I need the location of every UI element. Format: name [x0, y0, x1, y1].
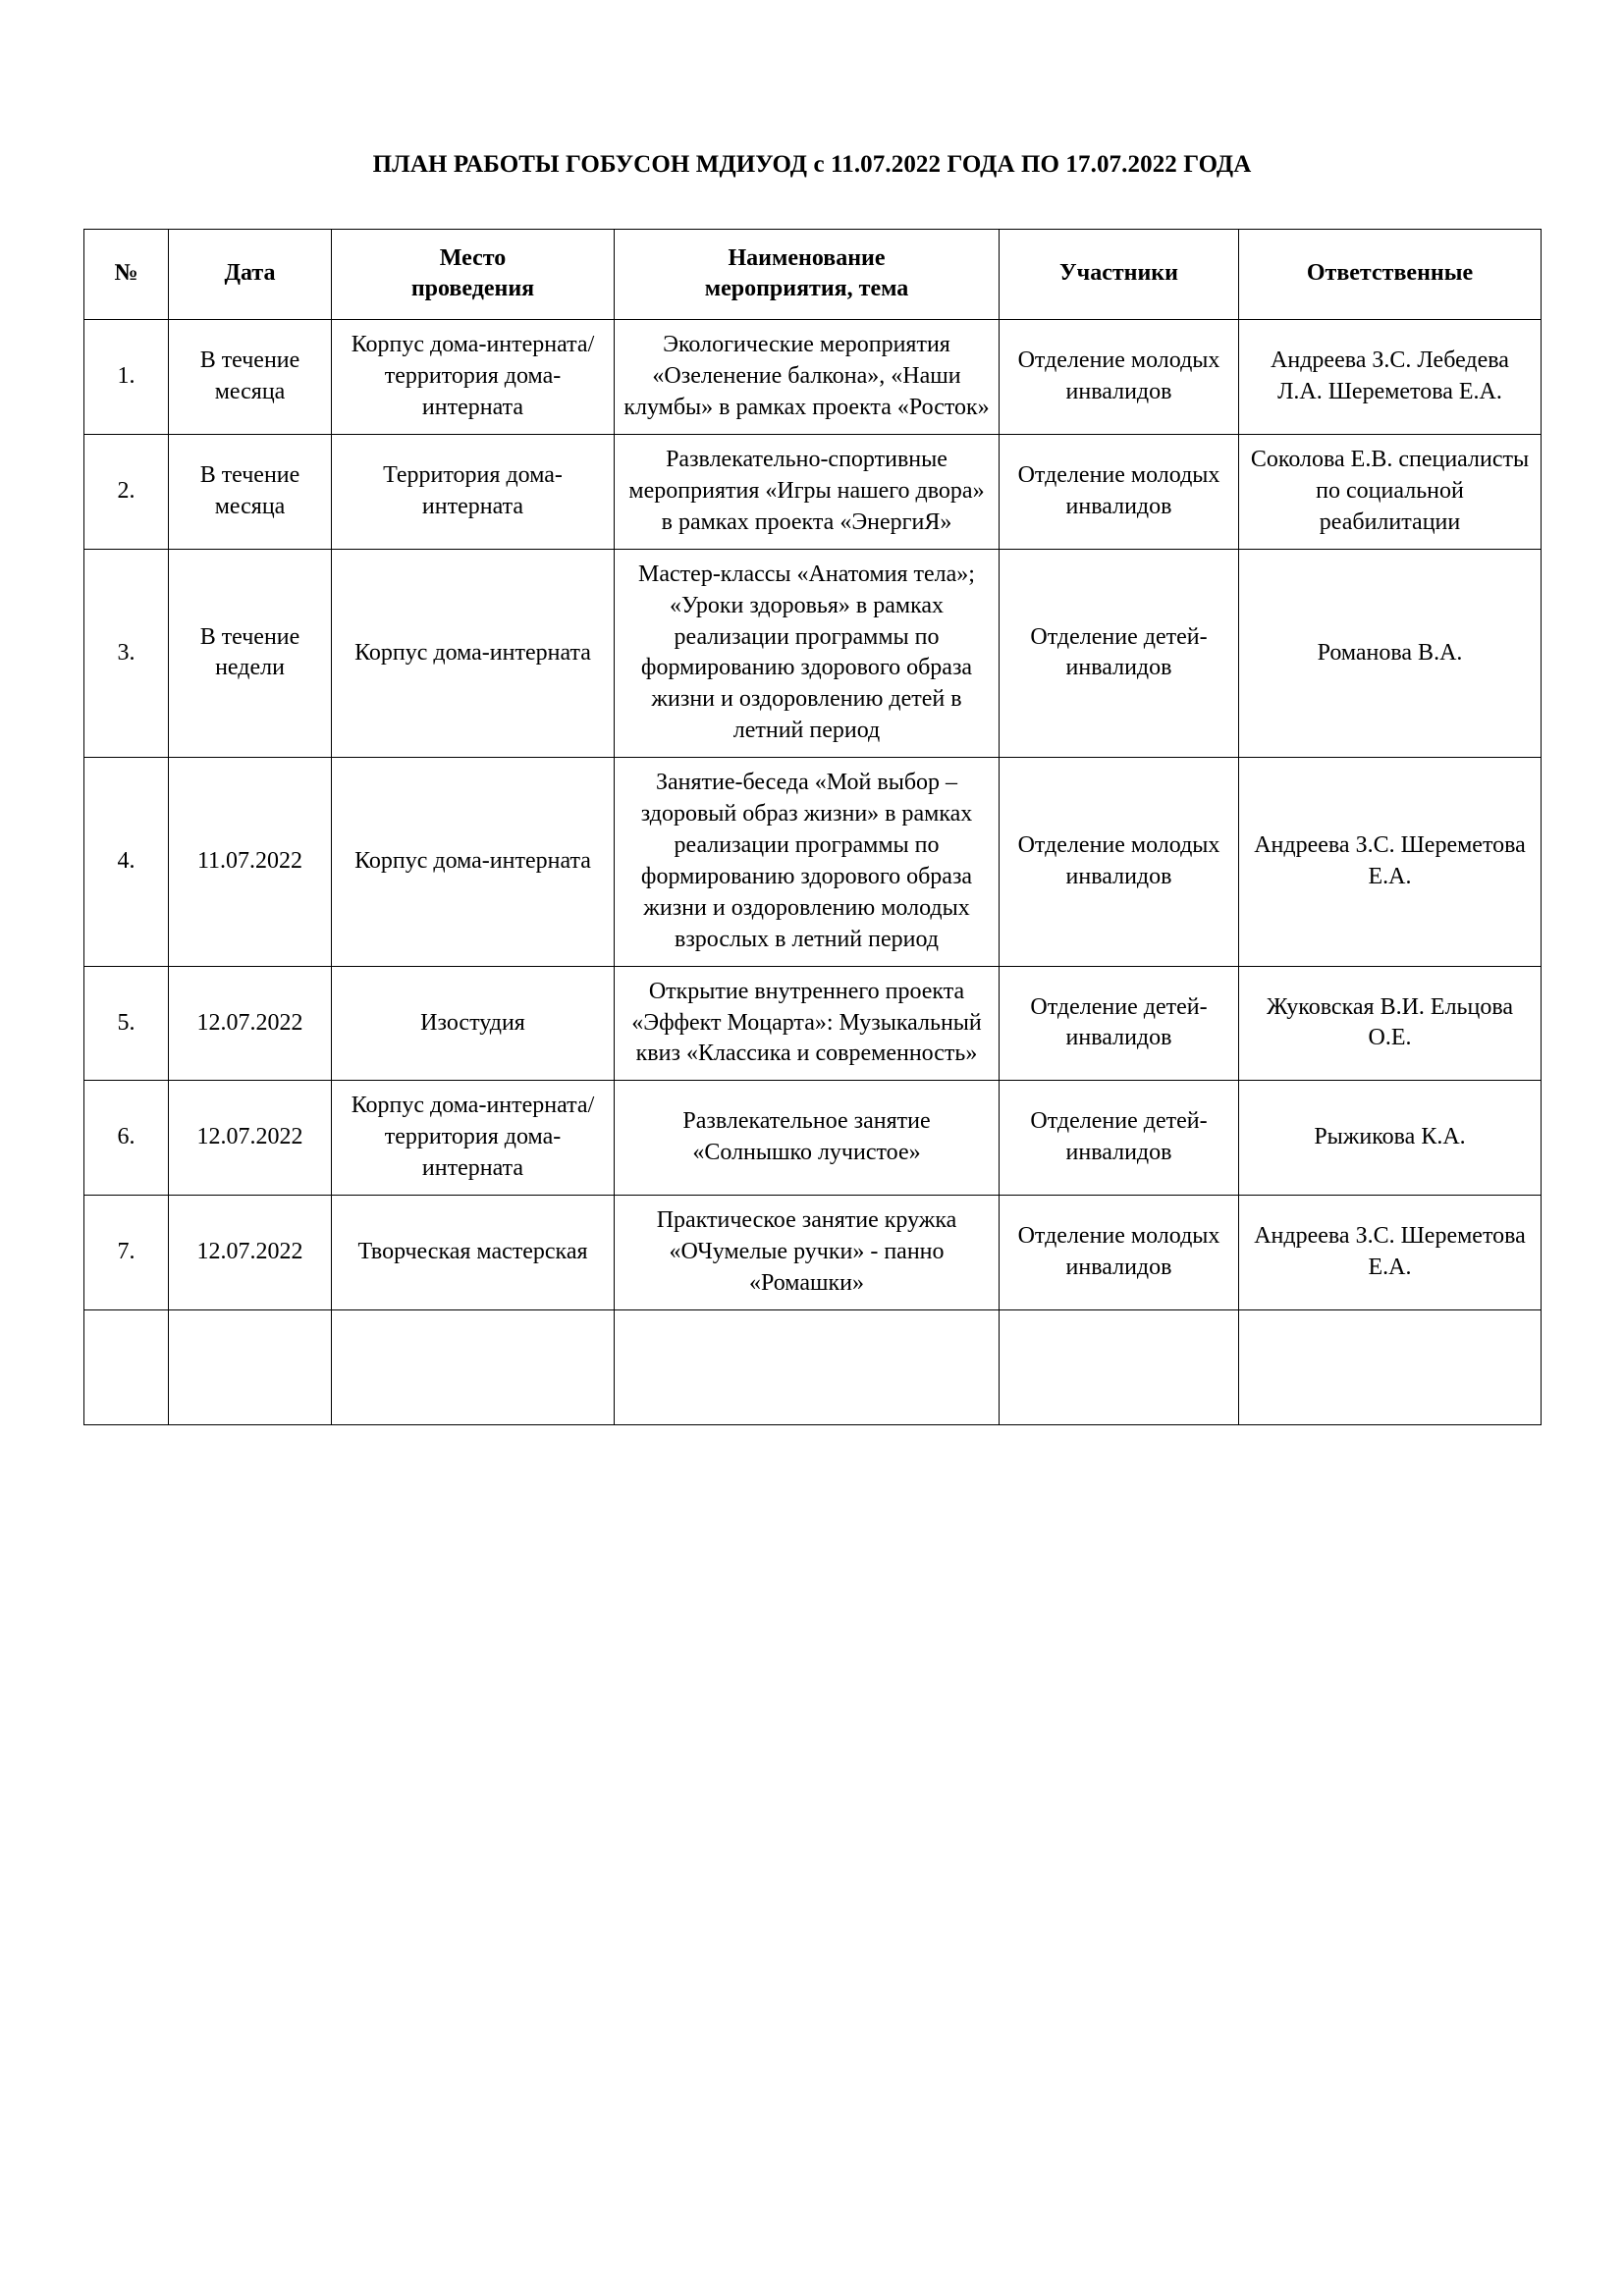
cell-number: 7. — [84, 1196, 169, 1310]
cell-empty — [1239, 1309, 1542, 1424]
table-header-row — [84, 229, 1542, 320]
cell-participants: Отделение детей-инвалидов — [1000, 1081, 1239, 1196]
table-row — [84, 549, 1542, 757]
cell-event-name: Занятие-беседа «Мой выбор – здоровый образ жизни» в рамках реализации программы по формированию здорового образа жизни и оздоровлению молодых взрослых в летний период — [615, 758, 1000, 966]
cell-responsible: Андреева З.С. Шереметова Е.А. — [1239, 758, 1542, 966]
cell-number: 5. — [84, 966, 169, 1081]
cell-place: Корпус дома-интерната — [332, 758, 615, 966]
column-header-number: № — [84, 229, 169, 320]
cell-participants: Отделение молодых инвалидов — [1000, 1196, 1239, 1310]
cell-event-name: Мастер-классы «Анатомия тела»; «Уроки здоровья» в рамках реализации программы по формированию здорового образа жизни и оздоровлению детей в летний период — [615, 549, 1000, 757]
cell-event-name: Развлекательно-спортивные мероприятия «Игры нашего двора» в рамках проекта «ЭнергиЯ» — [615, 435, 1000, 550]
cell-event-name: Открытие внутреннего проекта «Эффект Моцарта»: Музыкальный квиз «Классика и современность» — [615, 966, 1000, 1081]
cell-number: 3. — [84, 549, 169, 757]
cell-responsible: Романова В.А. — [1239, 549, 1542, 757]
cell-participants: Отделение молодых инвалидов — [1000, 435, 1239, 550]
column-header-participants: Участники — [1000, 229, 1239, 320]
cell-responsible: Соколова Е.В. специалисты по социальной реабилитации — [1239, 435, 1542, 550]
column-header-place-line2: проведения — [410, 276, 535, 302]
column-header-place — [332, 229, 615, 320]
cell-empty — [169, 1309, 332, 1424]
column-header-event-line2: мероприятия, тема — [704, 276, 909, 302]
cell-responsible: Андреева З.С. Лебедева Л.А. Шереметова Е.А. — [1239, 320, 1542, 435]
cell-date: 12.07.2022 — [169, 1196, 332, 1310]
column-header-event-name — [615, 229, 1000, 320]
cell-place: Корпус дома-интерната/ территория дома-интерната — [332, 1081, 615, 1196]
cell-event-name: Практическое занятие кружка «ОЧумелые ручки» - панно «Ромашки» — [615, 1196, 1000, 1310]
column-header-event-line1: Наименование — [728, 244, 886, 271]
cell-participants: Отделение молодых инвалидов — [1000, 758, 1239, 966]
work-plan-table — [83, 229, 1542, 1425]
table-row — [84, 758, 1542, 966]
cell-date: В течение месяца — [169, 435, 332, 550]
column-header-place-line1: Место — [439, 244, 507, 271]
cell-date: 12.07.2022 — [169, 1081, 332, 1196]
cell-responsible: Рыжикова К.А. — [1239, 1081, 1542, 1196]
cell-empty — [332, 1309, 615, 1424]
cell-number: 2. — [84, 435, 169, 550]
cell-empty — [1000, 1309, 1239, 1424]
cell-place: Корпус дома-интерната — [332, 549, 615, 757]
table-row — [84, 1196, 1542, 1310]
cell-date: 11.07.2022 — [169, 758, 332, 966]
cell-responsible: Андреева З.С. Шереметова Е.А. — [1239, 1196, 1542, 1310]
cell-place: Территория дома-интерната — [332, 435, 615, 550]
cell-participants: Отделение детей-инвалидов — [1000, 549, 1239, 757]
cell-place: Творческая мастерская — [332, 1196, 615, 1310]
table-row — [84, 320, 1542, 435]
table-row — [84, 1081, 1542, 1196]
cell-number: 1. — [84, 320, 169, 435]
cell-participants: Отделение молодых инвалидов — [1000, 320, 1239, 435]
cell-date: В течение месяца — [169, 320, 332, 435]
table-row-empty — [84, 1309, 1542, 1424]
column-header-date: Дата — [169, 229, 332, 320]
cell-number: 4. — [84, 758, 169, 966]
cell-date: В течение недели — [169, 549, 332, 757]
cell-participants: Отделение детей-инвалидов — [1000, 966, 1239, 1081]
table-row — [84, 966, 1542, 1081]
cell-place: Корпус дома-интерната/ территория дома-интерната — [332, 320, 615, 435]
page-title: ПЛАН РАБОТЫ ГОБУСОН МДИУОД с 11.07.2022 ГОДА ПО 17.07.2022 ГОДА — [372, 151, 1252, 178]
column-header-responsible: Ответственные — [1239, 229, 1542, 320]
cell-empty — [615, 1309, 1000, 1424]
cell-responsible: Жуковская В.И. Ельцова О.Е. — [1239, 966, 1542, 1081]
cell-event-name: Развлекательное занятие «Солнышко лучистое» — [615, 1081, 1000, 1196]
cell-event-name: Экологические мероприятия «Озеленение балкона», «Наши клумбы» в рамках проекта «Росток» — [615, 320, 1000, 435]
cell-empty — [84, 1309, 169, 1424]
cell-number: 6. — [84, 1081, 169, 1196]
cell-date: 12.07.2022 — [169, 966, 332, 1081]
table-row — [84, 435, 1542, 550]
cell-place: Изостудия — [332, 966, 615, 1081]
